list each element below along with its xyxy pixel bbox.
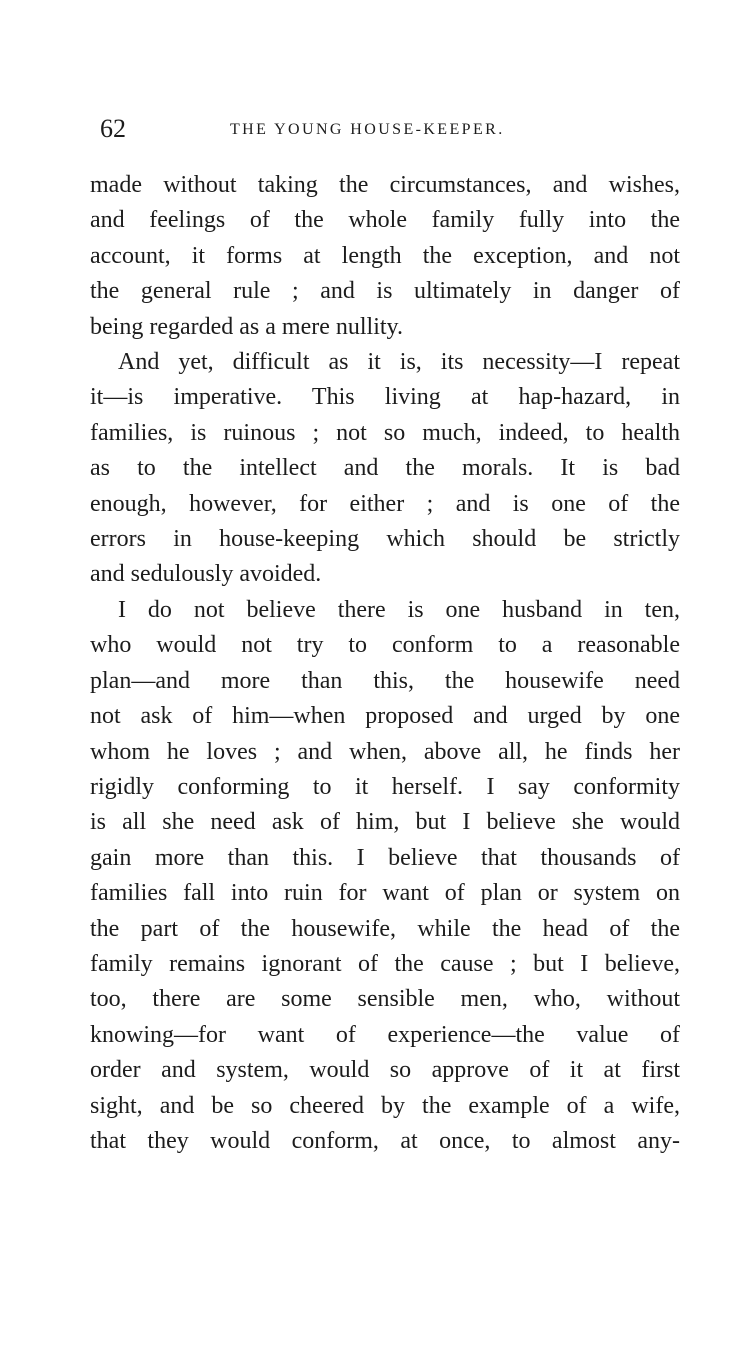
text-line: family remains ignorant of the cause ; but I believe, (90, 950, 680, 977)
paragraph-3 (90, 593, 680, 1160)
body-text (90, 168, 680, 1159)
paragraph-2 (90, 345, 680, 593)
text-line: enough, however, for either ; and is one of the (90, 490, 680, 517)
text-line: as to the intellect and the morals. It is bad (90, 455, 680, 482)
text-line: plan—and more than this, the housewife need (90, 667, 680, 694)
text-line: account, it forms at length the exception, and not (90, 242, 680, 269)
page-number: 62 (100, 114, 126, 143)
text-line: And yet, difficult as it is, its necessity—I repeat (118, 349, 680, 376)
text-line: who would not try to conform to a reasonable (90, 632, 680, 659)
text-line: is all she need ask of him, but I believe she would (90, 809, 680, 836)
text-line: sight, and be so cheered by the example of a wife, (90, 1092, 680, 1119)
running-head (100, 114, 680, 144)
text-line: families fall into ruin for want of plan or system on (90, 880, 680, 907)
text-line: and sedulously avoided. (90, 561, 322, 588)
text-line: order and system, would so approve of it at first (90, 1057, 680, 1084)
text-line: gain more than this. I believe that thousands of (90, 844, 680, 871)
text-line: I do not believe there is one husband in ten, (118, 596, 680, 623)
text-line: rigidly conforming to it herself. I say conformity (90, 773, 680, 800)
running-title: THE YOUNG HOUSE-KEEPER. (230, 121, 505, 138)
text-line: made without taking the circumstances, and wishes, (90, 172, 680, 198)
text-line: too, there are some sensible men, who, without (90, 986, 680, 1013)
text-line: families, is ruinous ; not so much, indeed, to health (90, 419, 680, 446)
text-line: it—is imperative. This living at hap-hazard, in (90, 384, 680, 411)
text-line: and feelings of the whole family fully into the (90, 207, 680, 234)
text-line: that they would conform, at once, to almost any- (90, 1127, 680, 1154)
text-line: the general rule ; and is ultimately in danger of (90, 278, 680, 305)
text-line: not ask of him—when proposed and urged by one (90, 703, 680, 730)
text-line: being regarded as a mere nullity. (90, 313, 403, 340)
text-line: knowing—for want of experience—the value of (90, 1021, 680, 1048)
text-line: errors in house-keeping which should be strictly (90, 526, 680, 553)
text-line: the part of the housewife, while the head of the (90, 915, 680, 942)
text-line: whom he loves ; and when, above all, he finds her (90, 738, 680, 765)
paragraph-1 (90, 168, 680, 345)
